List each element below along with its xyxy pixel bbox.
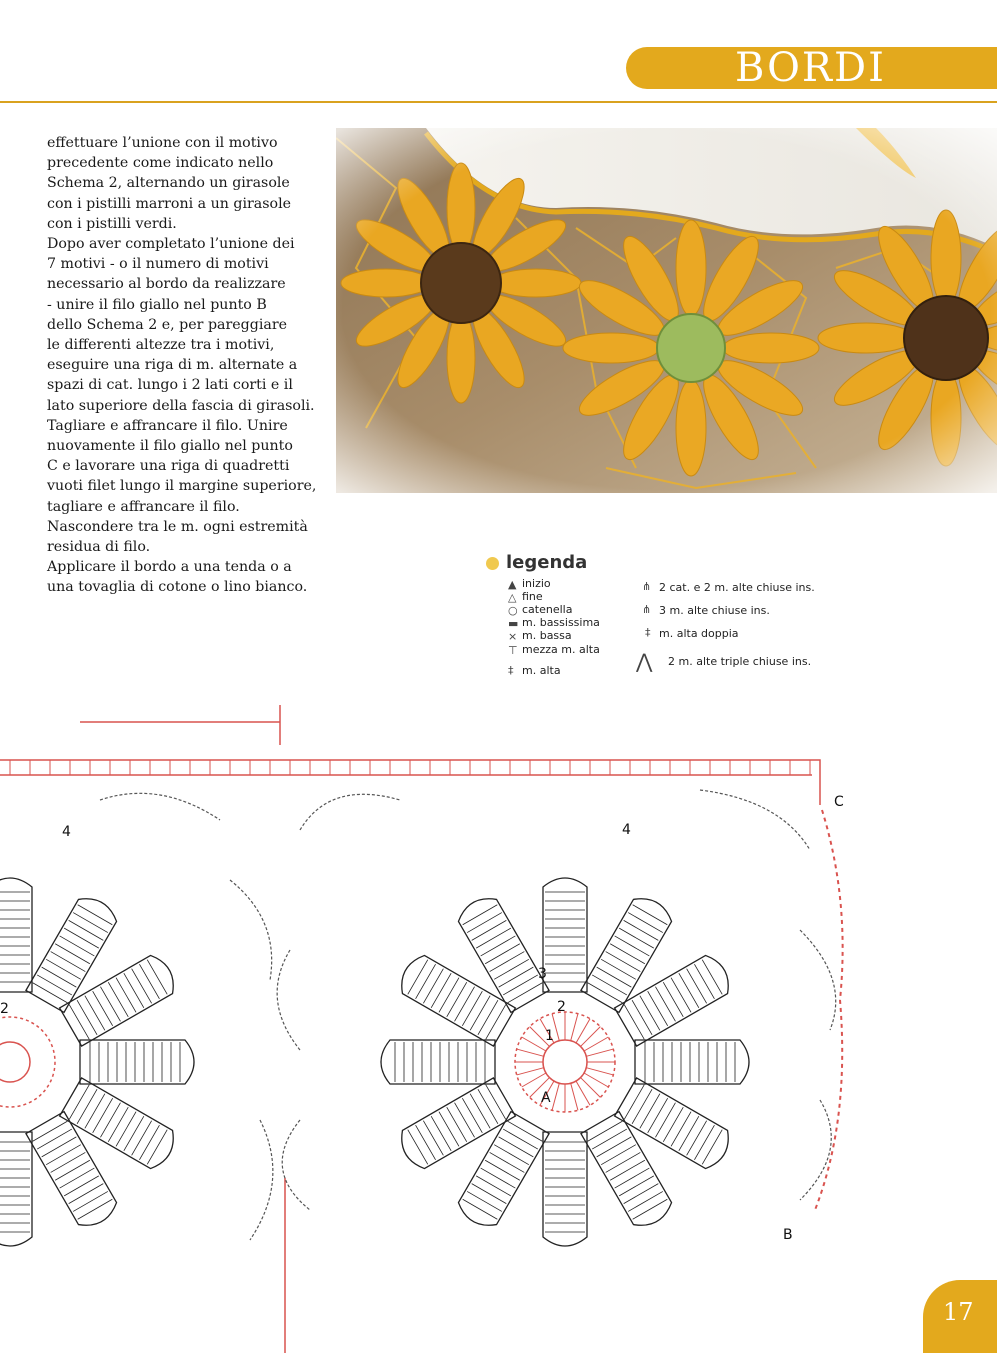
body-line: Tagliare e affrancare il filo. Unire — [47, 417, 288, 434]
legend-item: 3 m. alte chiuse ins. — [659, 604, 770, 617]
legend — [484, 550, 884, 690]
cluster-3-icon: ⋔ — [642, 603, 652, 616]
body-line: Schema 2, alternando un girasole — [47, 175, 290, 192]
half-double-crochet-icon: ⊤ — [508, 644, 518, 657]
slip-stitch-icon: ▬ — [508, 617, 519, 630]
round-4-right-label: 4 — [622, 822, 631, 838]
triple-cluster-icon: ⋀ — [636, 649, 653, 673]
start-arrow-icon: ▲ — [508, 578, 517, 591]
body-line: una tovaglia di cotone o lino bianco. — [47, 579, 308, 596]
body-line: C e lavorare una riga di quadretti — [47, 458, 290, 475]
legend-item: m. bassa — [522, 629, 572, 642]
body-line: effettuare l’unione con il motivo — [47, 135, 278, 151]
body-line: spazi di cat. lungo i 2 lati corti e il — [47, 377, 293, 394]
body-line: con i pistilli verdi. — [47, 215, 177, 232]
point-a-label: A — [541, 1090, 551, 1106]
legend-item: catenella — [522, 603, 573, 616]
point-c-label: C — [834, 794, 844, 810]
round-3-label: 3 — [538, 966, 547, 982]
body-line: con i pistilli marroni a un girasole — [47, 195, 292, 212]
legend-item: mezza m. alta — [522, 643, 600, 656]
single-crochet-icon: × — [508, 630, 518, 643]
legend-item: fine — [522, 590, 543, 603]
legend-item: m. alta doppia — [659, 627, 739, 640]
round-1-label: 1 — [545, 1028, 554, 1044]
body-line: 7 motivi - o il numero di motivi — [47, 256, 269, 273]
cluster-2-chain-icon: ⋔ — [642, 580, 652, 593]
double-crochet-icon: ‡ — [508, 664, 514, 677]
body-line: dello Schema 2 e, per pareggiare — [47, 316, 288, 333]
body-line: Nascondere tra le m. ogni estremità — [47, 518, 308, 535]
round-2-left-label: 2 — [0, 1001, 9, 1017]
legend-item: 2 cat. e 2 m. alte chiuse ins. — [659, 581, 815, 594]
body-line: vuoti filet lungo il margine superiore, — [47, 478, 317, 495]
legend-bullet-icon — [486, 557, 499, 570]
body-line: residua di filo. — [47, 539, 151, 556]
body-line: eseguire una riga di m. alternate a — [47, 357, 298, 374]
treble-crochet-icon: ‡ — [645, 626, 651, 639]
body-text — [47, 133, 332, 598]
header-rule — [0, 101, 997, 103]
section-title: BORDI — [735, 45, 886, 91]
crochet-diagram — [0, 700, 997, 1353]
body-line: - unire il filo giallo nel punto B — [47, 296, 267, 313]
legend-item: 2 m. alte triple chiuse ins. — [668, 655, 812, 668]
body-line: Applicare il bordo a una tenda o a — [47, 559, 292, 576]
body-line: Dopo aver completato l’unione dei — [47, 236, 295, 253]
round-4-left-label: 4 — [62, 824, 71, 840]
page-number: 17 — [943, 1298, 974, 1326]
point-b-label: B — [783, 1227, 793, 1243]
round-2-right-label: 2 — [557, 999, 566, 1015]
legend-item: m. bassissima — [522, 616, 600, 629]
end-arrow-icon: △ — [508, 591, 517, 604]
sunflower-border-photo — [336, 128, 997, 493]
body-line: lato superiore della fascia di girasoli. — [47, 397, 315, 414]
legend-item: m. alta — [522, 664, 561, 677]
body-line: le differenti altezze tra i motivi, — [47, 337, 275, 354]
body-line: necessario al bordo da realizzare — [47, 276, 286, 293]
body-line: precedente come indicato nello — [47, 155, 274, 172]
legend-title: legenda — [506, 552, 588, 573]
body-line: tagliare e affrancare il filo. — [47, 498, 240, 515]
chain-icon: ○ — [508, 604, 518, 617]
legend-item: inizio — [522, 577, 551, 590]
body-line: nuovamente il filo giallo nel punto — [47, 438, 293, 455]
